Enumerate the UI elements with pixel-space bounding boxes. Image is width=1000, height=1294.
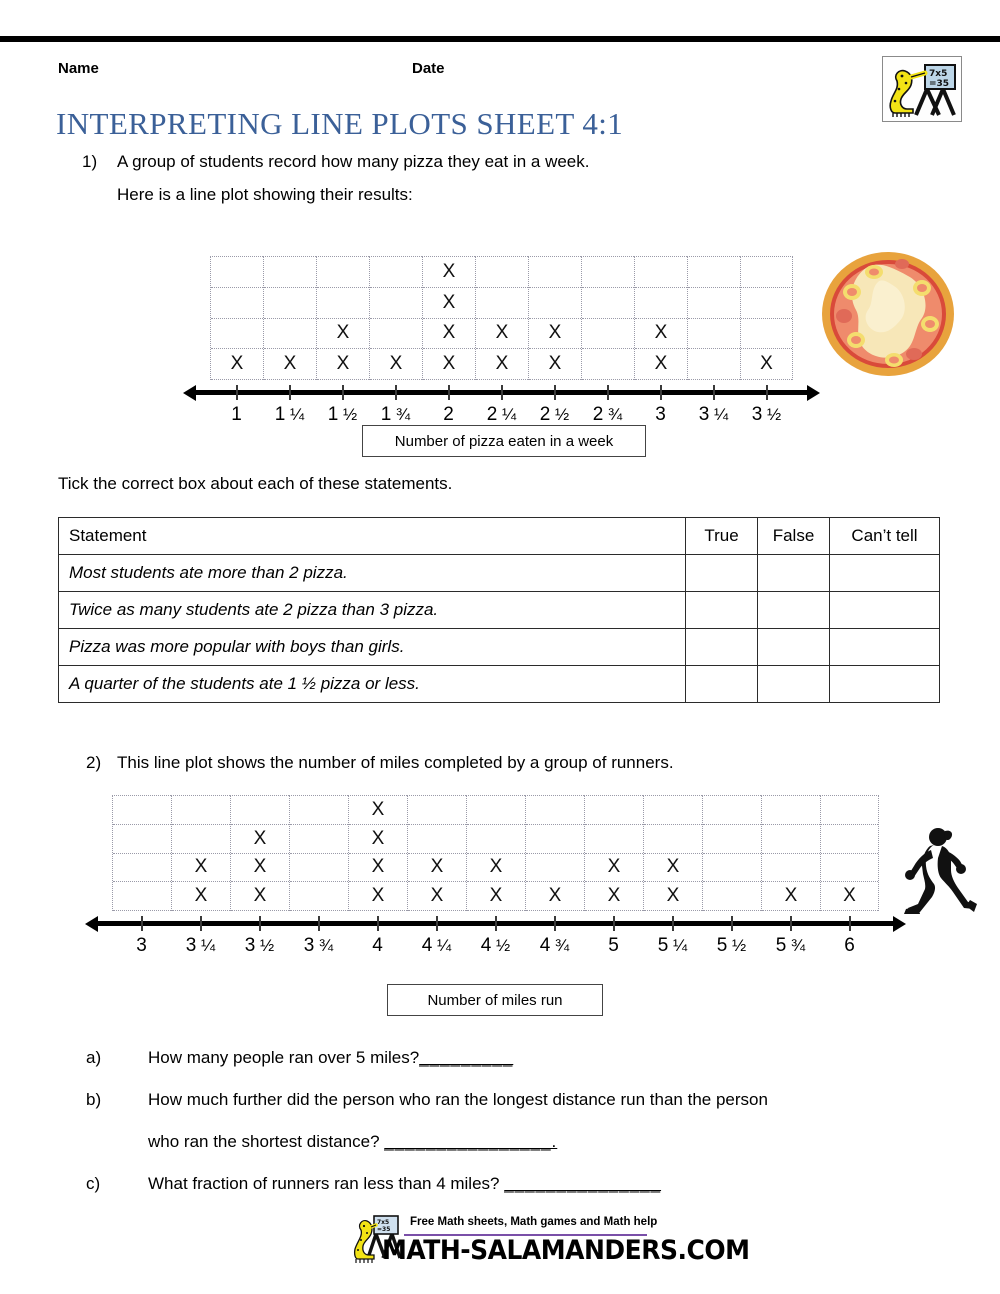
plot-column — [316, 256, 369, 380]
sub-question-a-letter: a) — [86, 1048, 102, 1067]
plot-marker-x: X — [231, 825, 289, 854]
checkbox-cell-cant-tell[interactable] — [830, 629, 940, 666]
plot-marker-x: X — [423, 257, 475, 288]
plot-column — [210, 256, 263, 380]
axis-tick — [613, 916, 615, 931]
plot-cell-empty — [370, 319, 422, 350]
plot-grid — [112, 795, 879, 911]
plot-column — [634, 256, 687, 380]
plot-cell-empty — [635, 257, 687, 288]
table-row — [59, 592, 940, 629]
plot-marker-x: X — [644, 854, 702, 883]
plot-cell-empty — [290, 854, 348, 883]
column-header-statement: Statement — [59, 518, 686, 555]
axis-tick-label: 3 — [655, 404, 666, 425]
plot-cell-empty — [582, 257, 634, 288]
axis-tick — [731, 916, 733, 931]
plot-grid — [210, 256, 793, 380]
table-row — [59, 629, 940, 666]
plot-marker-x: X — [529, 349, 581, 380]
plot-cell-empty — [741, 319, 792, 350]
plot-cell-empty — [703, 882, 761, 911]
statement-text: Twice as many students ate 2 pizza than 3 pizza. — [59, 592, 686, 629]
footer-tagline: Free Math sheets, Math games and Math help — [410, 1216, 658, 1228]
axis-tick-label: 2 — [443, 404, 454, 425]
table-header-row — [59, 518, 940, 555]
sub-question-b-body-2: who ran the shortest distance? — [148, 1132, 380, 1151]
axis-tick — [289, 385, 291, 400]
axis-tick — [607, 385, 609, 400]
checkbox-cell-true[interactable] — [686, 629, 758, 666]
table-row — [59, 666, 940, 703]
footer-logo — [352, 1212, 750, 1272]
plot-marker-x: X — [821, 882, 878, 911]
plot-cell-empty — [211, 257, 263, 288]
plot-marker-x: X — [172, 854, 230, 883]
plot-cell-empty — [688, 349, 740, 380]
plot-marker-x: X — [317, 349, 369, 380]
axis-tick — [448, 385, 450, 400]
plot-marker-x: X — [635, 349, 687, 380]
checkbox-cell-false[interactable] — [758, 592, 830, 629]
plot-cell-empty — [741, 257, 792, 288]
axis-tick-label: 5 ¼ — [657, 935, 688, 956]
axis-tick-label: 3 ½ — [751, 404, 782, 425]
plot-marker-x: X — [231, 854, 289, 883]
plot-column — [348, 795, 407, 911]
axis-tick — [141, 916, 143, 931]
plot-marker-x: X — [172, 882, 230, 911]
plot-cell-empty — [582, 349, 634, 380]
plot-marker-x: X — [423, 319, 475, 350]
axis-tick-label: 6 — [844, 935, 855, 956]
checkbox-cell-cant-tell[interactable] — [830, 666, 940, 703]
plot-marker-x: X — [211, 349, 263, 380]
question-1-line-1: A group of students record how many pizza they eat in a week. — [117, 152, 590, 171]
plot-column — [407, 795, 466, 911]
plot-marker-x: X — [529, 319, 581, 350]
plot-marker-x: X — [762, 882, 820, 911]
plot-column — [761, 795, 820, 911]
plot-cell-empty — [644, 796, 702, 825]
plot-cell-empty — [317, 288, 369, 319]
plot-column — [643, 795, 702, 911]
plot-column — [820, 795, 879, 911]
plot-marker-x: X — [317, 319, 369, 350]
plot-cell-empty — [370, 257, 422, 288]
plot-marker-x: X — [741, 349, 792, 380]
axis-tick-label: 3 ¾ — [303, 935, 334, 956]
axis-tick-label: 3 ¼ — [185, 935, 216, 956]
plot-column — [528, 256, 581, 380]
axis-tick-label: 2 ¼ — [486, 404, 517, 425]
plot-cell-empty — [821, 825, 878, 854]
plot-cell-empty — [526, 825, 584, 854]
question-1-number: 1) — [82, 152, 98, 171]
sub-question-b-text-continued — [148, 1132, 557, 1152]
plot-cell-empty — [635, 288, 687, 319]
plot-cell-empty — [762, 854, 820, 883]
plot-column — [289, 795, 348, 911]
plot-cell-empty — [264, 257, 316, 288]
statement-text: A quarter of the students ate 1 ½ pizza or less. — [59, 666, 686, 703]
svg-text:=35: =35 — [377, 1226, 391, 1233]
plot-cell-empty — [370, 288, 422, 319]
axis-tick-label: 2 ½ — [539, 404, 570, 425]
plot-cell-empty — [113, 882, 171, 911]
plot-marker-x: X — [423, 349, 475, 380]
sub-question-a-text — [148, 1048, 513, 1068]
sub-question-a-blank[interactable]: _________ — [419, 1048, 514, 1067]
checkbox-cell-false[interactable] — [758, 555, 830, 592]
plot-marker-x: X — [476, 319, 528, 350]
checkbox-cell-false[interactable] — [758, 666, 830, 703]
plot-cell-empty — [211, 319, 263, 350]
question-2-text: This line plot shows the number of miles completed by a group of runners. — [117, 753, 674, 772]
plot-column — [702, 795, 761, 911]
plot-column — [422, 256, 475, 380]
math-salamanders-logo-icon — [882, 56, 962, 122]
checkbox-cell-cant-tell[interactable] — [830, 555, 940, 592]
axis-tick-label: 3 ¼ — [698, 404, 729, 425]
plot-column — [369, 256, 422, 380]
tick-instruction: Tick the correct box about each of these statements. — [58, 474, 453, 493]
name-label: Name — [58, 60, 99, 77]
axis-tick — [766, 385, 768, 400]
plot-cell-empty — [529, 288, 581, 319]
plot-cell-empty — [408, 796, 466, 825]
checkbox-cell-true[interactable] — [686, 666, 758, 703]
axis-tick-label: 1 ¾ — [380, 404, 411, 425]
plot-2-caption-box — [387, 984, 603, 1016]
plot-column — [581, 256, 634, 380]
pizza-image — [818, 248, 958, 380]
plot-cell-empty — [762, 796, 820, 825]
page-top-rule — [0, 36, 1000, 42]
runner-silhouette-image — [898, 826, 978, 918]
plot-cell-empty — [585, 796, 643, 825]
axis-tick — [554, 385, 556, 400]
axis-tick-label: 1 — [231, 404, 242, 425]
statement-text: Most students ate more than 2 pizza. — [59, 555, 686, 592]
plot-cell-empty — [408, 825, 466, 854]
axis-tick — [554, 916, 556, 931]
axis-tick — [436, 916, 438, 931]
plot-cell-empty — [703, 796, 761, 825]
plot-cell-empty — [703, 854, 761, 883]
plot-cell-empty — [741, 288, 792, 319]
axis-tick — [849, 916, 851, 931]
plot-marker-x: X — [585, 882, 643, 911]
plot-marker-x: X — [585, 854, 643, 883]
axis-tick — [501, 385, 503, 400]
axis-tick-label: 4 — [372, 935, 383, 956]
axis-tick — [672, 916, 674, 931]
checkbox-cell-cant-tell[interactable] — [830, 592, 940, 629]
plot-cell-empty — [821, 796, 878, 825]
axis-tick — [259, 916, 261, 931]
plot-cell-empty — [467, 796, 525, 825]
sub-question-b-text: How much further did the person who ran the longest distance run than the person — [148, 1090, 768, 1109]
plot-cell-empty — [688, 319, 740, 350]
svg-text:7x5: 7x5 — [377, 1219, 390, 1226]
plot-marker-x: X — [408, 882, 466, 911]
plot-cell-empty — [582, 319, 634, 350]
column-header-false: False — [758, 518, 830, 555]
axis-tick-label: 5 — [608, 935, 619, 956]
axis-tick — [790, 916, 792, 931]
plot-cell-empty — [264, 288, 316, 319]
plot-column — [171, 795, 230, 911]
question-2-number: 2) — [86, 753, 102, 772]
plot-cell-empty — [264, 319, 316, 350]
plot-cell-empty — [290, 796, 348, 825]
axis-tick — [377, 916, 379, 931]
axis-tick-label: 3 ½ — [244, 935, 275, 956]
column-header-true: True — [686, 518, 758, 555]
plot-marker-x: X — [635, 319, 687, 350]
plot-cell-empty — [290, 825, 348, 854]
table-row — [59, 555, 940, 592]
plot-cell-empty — [688, 288, 740, 319]
plot-marker-x: X — [349, 854, 407, 883]
plot-marker-x: X — [644, 882, 702, 911]
axis-tick — [713, 385, 715, 400]
plot-marker-x: X — [476, 349, 528, 380]
axis-tick-label: 1 ½ — [327, 404, 358, 425]
plot-cell-empty — [526, 854, 584, 883]
axis-tick-label: 1 ¼ — [274, 404, 305, 425]
sub-question-c-blank[interactable]: _______________ — [504, 1174, 662, 1193]
plot-cell-empty — [172, 825, 230, 854]
sub-question-c-letter: c) — [86, 1174, 101, 1193]
plot-cell-empty — [467, 825, 525, 854]
line-plot-miles — [112, 795, 882, 955]
plot-cell-empty — [290, 882, 348, 911]
axis-tick — [495, 916, 497, 931]
axis-tick — [660, 385, 662, 400]
plot-cell-empty — [821, 854, 878, 883]
plot-cell-empty — [476, 257, 528, 288]
plot-marker-x: X — [349, 882, 407, 911]
sub-question-c-body: What fraction of runners ran less than 4 miles? — [148, 1174, 500, 1193]
plot-marker-x: X — [467, 854, 525, 883]
plot-cell-empty — [762, 825, 820, 854]
plot-marker-x: X — [467, 882, 525, 911]
axis-tick-label: 5 ½ — [716, 935, 747, 956]
plot-column — [475, 256, 528, 380]
plot-cell-empty — [644, 825, 702, 854]
axis-tick — [395, 385, 397, 400]
plot-cell-empty — [211, 288, 263, 319]
axis-arrow-left-icon — [85, 916, 98, 932]
axis-tick — [236, 385, 238, 400]
plot-column — [230, 795, 289, 911]
plot-cell-empty — [582, 288, 634, 319]
sub-question-a-body: How many people ran over 5 miles? — [148, 1048, 420, 1067]
page-title: INTERPRETING LINE PLOTS SHEET 4:1 — [56, 106, 624, 141]
plot-column — [525, 795, 584, 911]
statements-table — [58, 517, 940, 703]
plot-cell-empty — [231, 796, 289, 825]
checkbox-cell-false[interactable] — [758, 629, 830, 666]
plot-marker-x: X — [370, 349, 422, 380]
plot-cell-empty — [476, 288, 528, 319]
axis-tick — [200, 916, 202, 931]
plot-marker-x: X — [526, 882, 584, 911]
plot-cell-empty — [526, 796, 584, 825]
plot-column — [466, 795, 525, 911]
axis-tick-label: 4 ¼ — [421, 935, 452, 956]
plot-cell-empty — [113, 825, 171, 854]
axis-tick — [342, 385, 344, 400]
line-plot-pizza — [210, 256, 810, 425]
plot-cell-empty — [172, 796, 230, 825]
axis-tick-label: 4 ½ — [480, 935, 511, 956]
axis-tick — [318, 916, 320, 931]
plot-cell-empty — [113, 796, 171, 825]
axis-tick-label: 2 ¾ — [592, 404, 623, 425]
axis-tick-label: 3 — [136, 935, 147, 956]
axis-tick-label: 4 ¾ — [539, 935, 570, 956]
plot-column — [740, 256, 793, 380]
sub-question-c-text — [148, 1174, 661, 1194]
plot-column — [584, 795, 643, 911]
date-label: Date — [412, 60, 445, 77]
sub-question-b-blank[interactable]: ________________. — [384, 1132, 558, 1151]
column-header-cant-tell: Can’t tell — [830, 518, 940, 555]
plot-marker-x: X — [349, 796, 407, 825]
statement-text: Pizza was more popular with boys than girls. — [59, 629, 686, 666]
plot-2-caption-text: Number of miles run — [427, 991, 563, 1009]
plot-column — [687, 256, 740, 380]
svg-text:=35: =35 — [929, 79, 950, 89]
plot-column — [112, 795, 171, 911]
axis-tick-label: 5 ¾ — [775, 935, 806, 956]
plot-marker-x: X — [408, 854, 466, 883]
plot-cell-empty — [113, 854, 171, 883]
plot-cell-empty — [585, 825, 643, 854]
plot-1-caption-text: Number of pizza eaten in a week — [394, 432, 614, 450]
sub-question-b-letter: b) — [86, 1090, 102, 1109]
plot-marker-x: X — [423, 288, 475, 319]
footer-url[interactable]: MATH-SALAMANDERS.COM — [382, 1234, 750, 1266]
axis-arrow-left-icon — [183, 385, 196, 401]
plot-1-caption-box — [362, 425, 646, 457]
plot-cell-empty — [317, 257, 369, 288]
axis-arrow-right-icon — [807, 385, 820, 401]
plot-marker-x: X — [264, 349, 316, 380]
plot-column — [263, 256, 316, 380]
checkbox-cell-true[interactable] — [686, 555, 758, 592]
question-1-line-2: Here is a line plot showing their results: — [117, 185, 413, 204]
plot-cell-empty — [688, 257, 740, 288]
plot-marker-x: X — [349, 825, 407, 854]
plot-marker-x: X — [231, 882, 289, 911]
plot-cell-empty — [703, 825, 761, 854]
svg-text:7x5: 7x5 — [929, 69, 948, 79]
checkbox-cell-true[interactable] — [686, 592, 758, 629]
plot-cell-empty — [529, 257, 581, 288]
